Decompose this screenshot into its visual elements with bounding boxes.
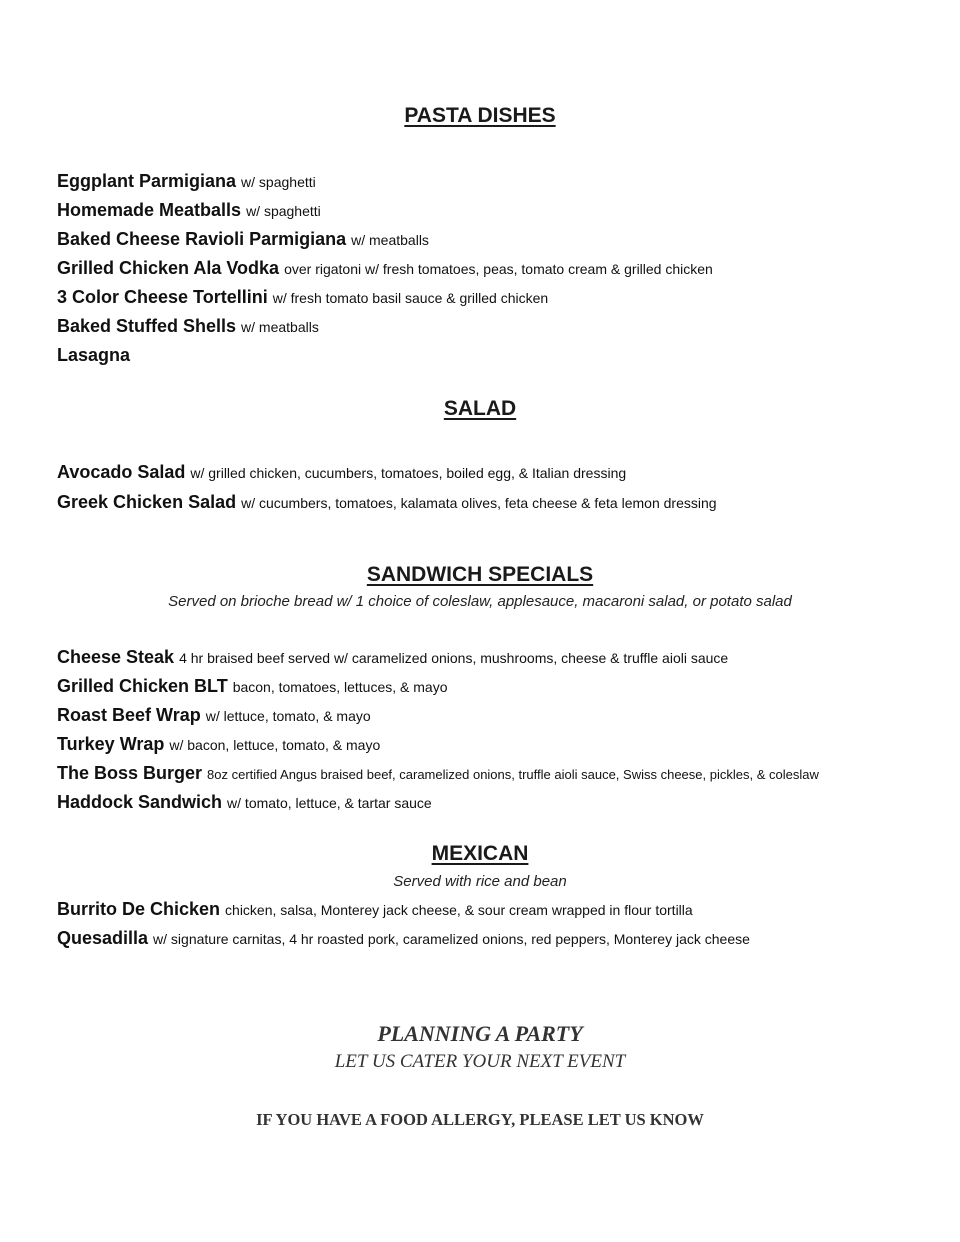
item-name: Lasagna [57,345,131,365]
item-description: w/ cucumbers, tomatoes, kalamata olives, feta cheese & feta lemon dressing [241,495,717,511]
item-name: Grilled Chicken Ala Vodka [57,258,280,278]
menu-item-quesadilla [57,928,750,949]
item-description: w/ bacon, lettuce, tomato, & mayo [169,737,381,753]
item-description: w/ fresh tomato basil sauce & grilled chicken [272,290,549,306]
menu-item-avocado-salad [57,462,626,483]
item-description: 8oz certified Angus braised beef, caramelized onions, truffle aioli sauce, Swiss cheese, pickles, & coleslaw [207,767,819,782]
menu-item-baked-stuffed-shells [57,316,319,337]
menu-item-boss-burger [57,763,819,784]
menu-item-homemade-meatballs [57,200,321,221]
catering-promo-title: PLANNING A PARTY [377,1021,583,1046]
item-description: over rigatoni w/ fresh tomatoes, peas, tomato cream & grilled chicken [284,261,713,277]
item-description: w/ signature carnitas, 4 hr roasted pork, caramelized onions, red peppers, Monterey jack cheese [153,931,750,947]
item-name: Quesadilla [57,928,149,948]
menu-item-greek-chicken-salad [57,492,717,513]
item-name: Baked Stuffed Shells [57,316,237,336]
pasta-section-title: PASTA DISHES [404,104,556,127]
menu-item-burrito-de-chicken [57,899,693,920]
item-name: Turkey Wrap [57,734,165,754]
item-name: Grilled Chicken BLT [57,676,228,696]
item-description: w/ spaghetti [241,174,316,190]
salad-section-title: SALAD [443,397,517,420]
menu-item-grilled-chicken-blt [57,676,447,697]
item-name: Baked Cheese Ravioli Parmigiana [57,229,347,249]
menu-item-lasagna [57,345,130,366]
item-name: Eggplant Parmigiana [57,171,237,191]
allergy-notice: IF YOU HAVE A FOOD ALLERGY, PLEASE LET US KNOW [256,1110,704,1129]
item-name: 3 Color Cheese Tortellini [57,287,268,307]
menu-item-eggplant-parmigiana [57,171,316,192]
mexican-section-title: MEXICAN [431,842,529,865]
menu-item-cheese-steak [57,647,728,668]
item-name: Cheese Steak [57,647,175,667]
item-name: Roast Beef Wrap [57,705,201,725]
sandwich-section-subtitle: Served on brioche bread w/ 1 choice of coleslaw, applesauce, macaroni salad, or potato salad [168,593,792,610]
item-description: bacon, tomatoes, lettuces, & mayo [232,679,448,695]
item-name: Haddock Sandwich [57,792,223,812]
menu-item-haddock-sandwich [57,792,432,813]
item-description: w/ meatballs [241,319,319,335]
item-description: w/ meatballs [351,232,429,248]
item-description: chicken, salsa, Monterey jack cheese, & sour cream wrapped in flour tortilla [225,902,693,918]
menu-item-baked-cheese-ravioli [57,229,429,250]
item-description: 4 hr braised beef served w/ caramelized onions, mushrooms, cheese & truffle aioli sauce [179,650,729,666]
item-description: w/ lettuce, tomato, & mayo [205,708,371,724]
item-name: Burrito De Chicken [57,899,221,919]
item-name: Greek Chicken Salad [57,492,237,512]
catering-promo-subtitle: LET US CATER YOUR NEXT EVENT [334,1051,626,1072]
item-name: Avocado Salad [57,462,186,482]
menu-item-grilled-chicken-ala-vodka [57,258,713,279]
sandwich-section-title: SANDWICH SPECIALS [366,563,594,586]
item-name: Homemade Meatballs [57,200,242,220]
menu-item-roast-beef-wrap [57,705,371,726]
mexican-section-subtitle: Served with rice and bean [393,873,567,890]
item-name: The Boss Burger [57,763,203,783]
item-description: w/ grilled chicken, cucumbers, tomatoes, boiled egg, & Italian dressing [190,465,627,481]
menu-item-3-color-cheese-tortellini [57,287,548,308]
item-description: w/ spaghetti [246,203,321,219]
item-description: w/ tomato, lettuce, & tartar sauce [227,795,432,811]
menu-item-turkey-wrap [57,734,380,755]
